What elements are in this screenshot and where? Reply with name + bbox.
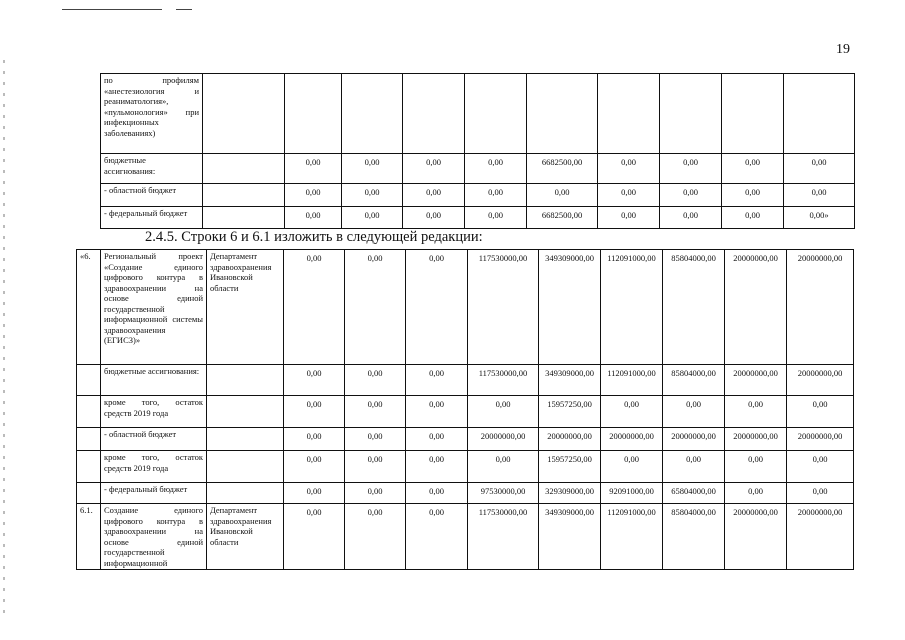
value-cell: 0,00: [787, 396, 854, 428]
value-cell: 0,00: [527, 184, 598, 207]
value-cell: 0,00: [598, 207, 660, 229]
value-cell: 0,00: [465, 154, 527, 184]
description-cell: - областной бюджет: [101, 184, 203, 207]
value-cell: 349309000,00: [539, 250, 601, 365]
responsible-cell: [207, 483, 284, 504]
responsible-cell: Департамент здравоохранения Ивановской области: [207, 504, 284, 570]
table-row: [101, 184, 855, 207]
row-number-cell: [77, 483, 101, 504]
value-cell: 85804000,00: [663, 250, 725, 365]
value-cell: 20000000,00: [787, 365, 854, 396]
row-number-cell: [77, 365, 101, 396]
value-cell: 6682500,00: [527, 154, 598, 184]
value-cell: 20000000,00: [663, 428, 725, 451]
value-cell: 0,00: [468, 451, 539, 483]
responsible-cell: [207, 365, 284, 396]
value-cell: 97530000,00: [468, 483, 539, 504]
value-cell: 20000000,00: [725, 428, 787, 451]
responsible-cell: [207, 428, 284, 451]
value-cell: 112091000,00: [601, 250, 663, 365]
value-cell: 0,00: [722, 184, 784, 207]
value-cell: 0,00: [406, 451, 468, 483]
binding-margin-marks: [3, 60, 5, 620]
value-cell: 85804000,00: [663, 365, 725, 396]
value-cell: 65804000,00: [663, 483, 725, 504]
value-cell: 0,00: [285, 154, 342, 184]
value-cell: 0,00: [468, 396, 539, 428]
value-cell: 20000000,00: [787, 504, 854, 570]
value-cell: 20000000,00: [725, 365, 787, 396]
value-cell: 0,00: [598, 154, 660, 184]
value-cell: 0,00: [660, 154, 722, 184]
row-number-cell: «6.: [77, 250, 101, 365]
row-number-cell: 6.1.: [77, 504, 101, 570]
value-cell: [285, 74, 342, 154]
table-row: [77, 396, 854, 428]
value-cell: 20000000,00: [539, 428, 601, 451]
value-cell: 0,00: [660, 184, 722, 207]
value-cell: 0,00: [345, 250, 406, 365]
description-cell: - федеральный бюджет: [101, 483, 207, 504]
value-cell: 0,00: [284, 504, 345, 570]
value-cell: [465, 74, 527, 154]
value-cell: 0,00: [285, 184, 342, 207]
table-row: [77, 451, 854, 483]
value-cell: 15957250,00: [539, 451, 601, 483]
value-cell: 0,00: [725, 396, 787, 428]
value-cell: 349309000,00: [539, 504, 601, 570]
value-cell: 0,00: [284, 250, 345, 365]
header-rule-long: [62, 9, 162, 10]
value-cell: 117530000,00: [468, 365, 539, 396]
value-cell: 0,00: [722, 207, 784, 229]
value-cell: 0,00: [465, 207, 527, 229]
value-cell: 0,00»: [784, 207, 855, 229]
table-row: [77, 483, 854, 504]
value-cell: [403, 74, 465, 154]
responsible-cell: [203, 154, 285, 184]
description-cell: кроме того, остаток средств 2019 года: [101, 451, 207, 483]
value-cell: 112091000,00: [601, 504, 663, 570]
value-cell: 349309000,00: [539, 365, 601, 396]
value-cell: [342, 74, 403, 154]
row-number-cell: [77, 451, 101, 483]
value-cell: 0,00: [725, 483, 787, 504]
value-cell: 0,00: [345, 483, 406, 504]
description-cell: Создание единого цифрового контура в здравоохранении на основе единой государственной информационной: [101, 504, 207, 570]
row-number-cell: [77, 428, 101, 451]
table-row: [77, 250, 854, 365]
table-row: [77, 428, 854, 451]
header-rule-short: [176, 9, 192, 10]
value-cell: 0,00: [342, 207, 403, 229]
description-cell: бюджетные ассигнования:: [101, 365, 207, 396]
description-cell: кроме того, остаток средств 2019 года: [101, 396, 207, 428]
value-cell: 0,00: [663, 396, 725, 428]
value-cell: 0,00: [403, 154, 465, 184]
value-cell: 0,00: [284, 396, 345, 428]
description-cell: - областной бюджет: [101, 428, 207, 451]
value-cell: 0,00: [285, 207, 342, 229]
value-cell: [660, 74, 722, 154]
responsible-cell: [207, 451, 284, 483]
table-top-fragment: [100, 73, 855, 229]
value-cell: 0,00: [342, 154, 403, 184]
value-cell: 0,00: [787, 451, 854, 483]
value-cell: 112091000,00: [601, 365, 663, 396]
value-cell: 0,00: [345, 396, 406, 428]
value-cell: 20000000,00: [601, 428, 663, 451]
value-cell: 0,00: [406, 250, 468, 365]
value-cell: 0,00: [406, 504, 468, 570]
value-cell: 0,00: [660, 207, 722, 229]
responsible-cell: [203, 207, 285, 229]
value-cell: 0,00: [403, 184, 465, 207]
value-cell: [598, 74, 660, 154]
description-cell: Региональный проект «Создание единого цифрового контура в здравоохранении на основе единой государственной информационной системы здравоохранения (ЕГИСЗ)»: [101, 250, 207, 365]
value-cell: 85804000,00: [663, 504, 725, 570]
table-row: [77, 365, 854, 396]
value-cell: 0,00: [787, 483, 854, 504]
value-cell: 117530000,00: [468, 250, 539, 365]
value-cell: 0,00: [601, 396, 663, 428]
section-heading: 2.4.5. Строки 6 и 6.1 изложить в следующей редакции:: [145, 229, 483, 245]
value-cell: 0,00: [663, 451, 725, 483]
value-cell: 0,00: [406, 428, 468, 451]
table-row: [101, 207, 855, 229]
responsible-cell: [203, 74, 285, 154]
value-cell: 15957250,00: [539, 396, 601, 428]
row-number-cell: [77, 396, 101, 428]
page-number: 19: [836, 42, 850, 57]
value-cell: 0,00: [784, 154, 855, 184]
description-cell: по профилям «анестезиология и реаниматология», «пульмонология» при инфекционных заболеваниях): [101, 74, 203, 154]
value-cell: 0,00: [284, 365, 345, 396]
responsible-cell: [203, 184, 285, 207]
value-cell: 6682500,00: [527, 207, 598, 229]
value-cell: 0,00: [284, 428, 345, 451]
value-cell: 0,00: [342, 184, 403, 207]
responsible-cell: Департамент здравоохранения Ивановской области: [207, 250, 284, 365]
value-cell: 0,00: [725, 451, 787, 483]
value-cell: 0,00: [465, 184, 527, 207]
responsible-cell: [207, 396, 284, 428]
value-cell: 20000000,00: [725, 504, 787, 570]
value-cell: [784, 74, 855, 154]
value-cell: 0,00: [403, 207, 465, 229]
value-cell: [722, 74, 784, 154]
value-cell: 0,00: [284, 483, 345, 504]
value-cell: 0,00: [722, 154, 784, 184]
table-row: [77, 504, 854, 570]
value-cell: 117530000,00: [468, 504, 539, 570]
value-cell: 0,00: [598, 184, 660, 207]
value-cell: 329309000,00: [539, 483, 601, 504]
description-cell: бюджетные ассигнования:: [101, 154, 203, 184]
table-project-6: [76, 249, 854, 570]
value-cell: 0,00: [345, 504, 406, 570]
value-cell: 20000000,00: [787, 250, 854, 365]
value-cell: 92091000,00: [601, 483, 663, 504]
value-cell: 0,00: [345, 428, 406, 451]
value-cell: 20000000,00: [725, 250, 787, 365]
table-row: [101, 74, 855, 154]
value-cell: 20000000,00: [787, 428, 854, 451]
description-cell: - федеральный бюджет: [101, 207, 203, 229]
value-cell: 0,00: [601, 451, 663, 483]
value-cell: 0,00: [406, 396, 468, 428]
value-cell: 20000000,00: [468, 428, 539, 451]
value-cell: 0,00: [784, 184, 855, 207]
table-row: [101, 154, 855, 184]
value-cell: 0,00: [284, 451, 345, 483]
value-cell: 0,00: [345, 451, 406, 483]
value-cell: 0,00: [406, 365, 468, 396]
value-cell: [527, 74, 598, 154]
value-cell: 0,00: [406, 483, 468, 504]
value-cell: 0,00: [345, 365, 406, 396]
